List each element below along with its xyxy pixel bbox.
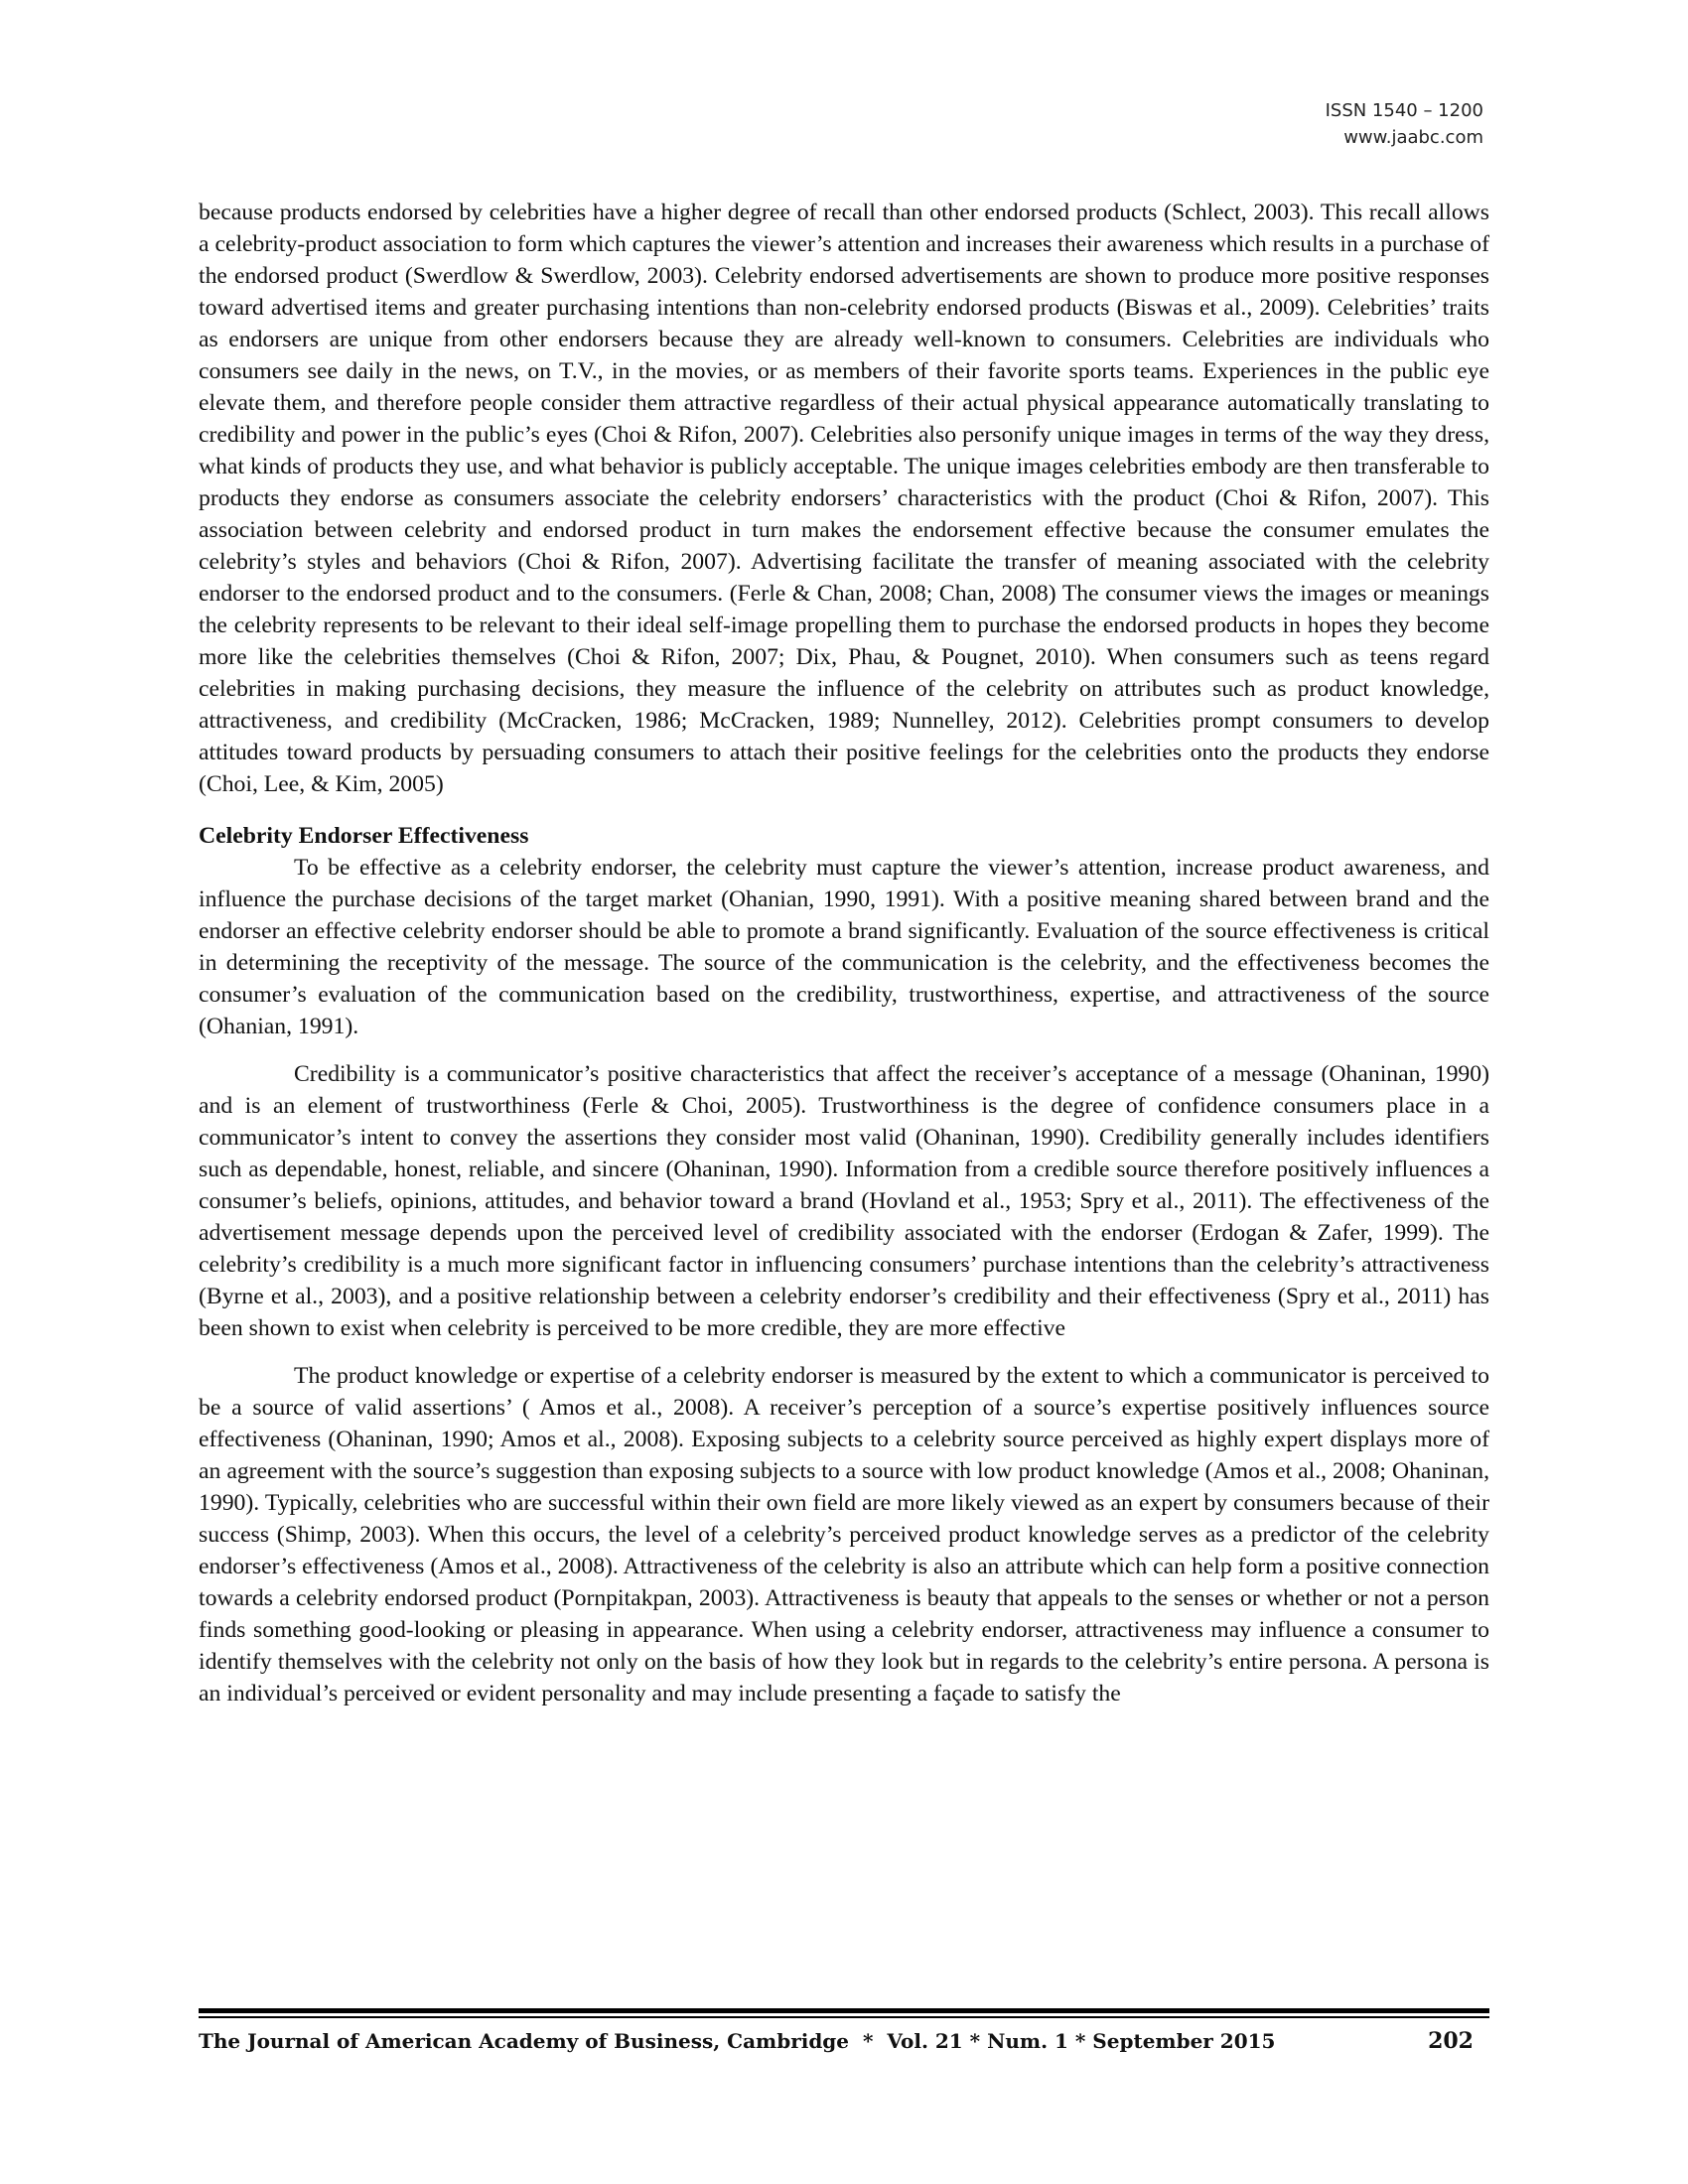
page-number: 202 [1428, 2028, 1474, 2054]
body-paragraph: To be effective as a celebrity endorser, the celebrity must capture the viewer’s attention, increase product awareness, and influence the purchase decisions of the target market (Ohanian, 1990, 1991). With a positive meaning shared between brand and the endorser an effective celebrity endorser should be able to promote a brand significantly. Evaluation of the source effectiveness is critical in determining the receptivity of the message. The source of the communication is the celebrity, and the effectiveness becomes the consumer’s evaluation of the communication based on the credibility, trustworthiness, expertise, and attractiveness of the source (Ohanian, 1991). [199, 855, 1489, 1039]
page-footer [199, 2008, 1489, 2054]
issn-label: ISSN 1540 – 1200 [1325, 100, 1483, 121]
body-paragraph: Credibility is a communicator’s positive characteristics that affect the receiver’s acceptance of a message (Ohaninan, 1990) and is an element of trustworthiness (Ferle & Choi, 2005). Trustworthiness is the degree of confidence consumers place in a communicator’s intent to convey the assertions they consider most valid (Ohaninan, 1990). Credibility generally includes identifiers such as dependable, honest, reliable, and sincere (Ohaninan, 1990). Information from a credible source therefore positively influences a consumer’s beliefs, opinions, attitudes, and behavior toward a brand (Hovland et al., 1953; Spry et al., 2011). The effectiveness of the advertisement message depends upon the perceived level of credibility associated with the endorser (Erdogan & Zafer, 1999). The celebrity’s credibility is a much more significant factor in influencing consumers’ purchase intentions than the celebrity’s attractiveness (Byrne et al., 2003), and a positive relationship between a celebrity endorser’s credibility and their effectiveness (Spry et al., 2011) has been shown to exist when celebrity is perceived to be more credible, they are more effective [199, 1061, 1489, 1341]
journal-website: www.jaabc.com [1343, 127, 1483, 148]
footer-rule [199, 2008, 1489, 2013]
footer-line [199, 2028, 1489, 2054]
section-heading: Celebrity Endorser Effectiveness [199, 823, 529, 849]
running-header [1326, 97, 1483, 151]
journal-citation: The Journal of American Academy of Business, Cambridge * Vol. 21 * Num. 1 * September 2015 [199, 2029, 1276, 2053]
body-paragraph: The product knowledge or expertise of a celebrity endorser is measured by the extent to which a communicator is perceived to be a source of valid assertions’ ( Amos et al., 2008). A receiver’s perception of a source’s expertise positively influences source effectiveness (Ohaninan, 1990; Amos et al., 2008). Exposing subjects to a celebrity source perceived as highly expert displays more of an agreement with the source’s suggestion than exposing subjects to a source with low product knowledge (Amos et al., 2008; Ohaninan, 1990). Typically, celebrities who are successful within their own field are more likely viewed as an expert by consumers because of their success (Shimp, 2003). When this occurs, the level of a celebrity’s perceived product knowledge serves as a predictor of the celebrity endorser’s effectiveness (Amos et al., 2008). Attractiveness of the celebrity is also an attribute which can help form a positive connection towards a celebrity endorsed product (Pornpitakpan, 2003). Attractiveness is beauty that appeals to the senses or whether or not a person finds something good-looking or pleasing in appearance. When using a celebrity endorser, attractiveness may influence a consumer to identify themselves with the celebrity not only on the basis of how they look but in regards to the celebrity’s entire persona. A persona is an individual’s perceived or evident personality and may include presenting a façade to satisfy the [199, 1363, 1489, 1706]
article-body [199, 197, 1489, 1709]
footer-rule [199, 2016, 1489, 2018]
body-paragraph: because products endorsed by celebrities have a higher degree of recall than other endorsed products (Schlect, 2003). This recall allows a celebrity-product association to form which captures the viewer’s attention and increases their awareness which results in a purchase of the endorsed product (Swerdlow & Swerdlow, 2003). Celebrity endorsed advertisements are shown to produce more positive responses toward advertised items and greater purchasing intentions than non-celebrity endorsed products (Biswas et al., 2009). Celebrities’ traits as endorsers are unique from other endorsers because they are already well-known to consumers. Celebrities are individuals who consumers see daily in the news, on T.V., in the movies, or as members of their favorite sports teams. Experiences in the public eye elevate them, and therefore people consider them attractive regardless of their actual physical appearance automatically translating to credibility and power in the public’s eyes (Choi & Rifon, 2007). Celebrities also personify unique images in terms of the way they dress, what kinds of products they use, and what behavior is publicly acceptable. The unique images celebrities embody are then transferable to products they endorse as consumers associate the celebrity endorsers’ characteristics with the product (Choi & Rifon, 2007). This association between celebrity and endorsed product in turn makes the endorsement effective because the consumer emulates the celebrity’s styles and behaviors (Choi & Rifon, 2007). Advertising facilitate the transfer of meaning associated with the celebrity endorser to the endorsed product and to the consumers. (Ferle & Chan, 2008; Chan, 2008) The consumer views the images or meanings the celebrity represents to be relevant to their ideal self-image propelling them to purchase the endorsed products in hopes they become more like the celebrities themselves (Choi & Rifon, 2007; Dix, Phau, & Pougnet, 2010). When consumers such as teens regard celebrities in making purchasing decisions, they measure the influence of the celebrity on attributes such as product knowledge, attractiveness, and credibility (McCracken, 1986; McCracken, 1989; Nunnelley, 2012). Celebrities prompt consumers to develop attitudes toward products by persuading consumers to attach their positive feelings for the celebrities onto the products they endorse (Choi, Lee, & Kim, 2005) [199, 200, 1489, 797]
